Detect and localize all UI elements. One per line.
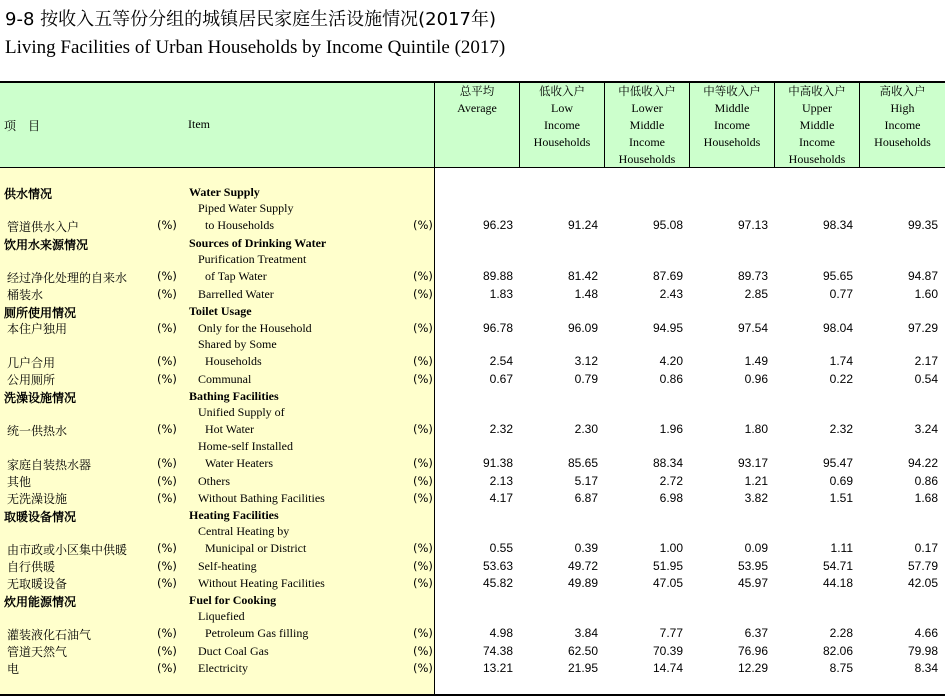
column-header: [435, 83, 519, 167]
value-cell: 21.95: [567, 661, 598, 675]
value-cell: 51.95: [652, 559, 683, 573]
value-cell: 3.24: [914, 422, 938, 436]
column-header-en: Income: [799, 135, 835, 149]
value-cell: 76.96: [737, 644, 768, 658]
value-cell: 47.05: [652, 576, 683, 590]
column-header-cn: 中高收入户: [788, 84, 846, 98]
unit-label: (%): [413, 218, 433, 232]
unit-label: (%): [157, 576, 177, 590]
column-header-en: Households: [874, 135, 931, 149]
unit-label: (%): [157, 541, 177, 555]
unit-label: (%): [157, 626, 177, 640]
column-header-en: Upper: [802, 101, 832, 115]
unit-label: (%): [413, 372, 433, 386]
value-cell: 74.38: [482, 644, 513, 658]
item-label-en: Others: [198, 474, 230, 488]
value-cell: 0.22: [829, 372, 853, 386]
value-cell: 0.86: [659, 372, 683, 386]
value-cell: 49.72: [567, 559, 598, 573]
item-label-en: Self-heating: [198, 559, 257, 573]
value-cell: 0.69: [829, 474, 853, 488]
value-cell: 2.32: [829, 422, 853, 436]
value-cell: 98.04: [822, 321, 853, 335]
item-label-en: Without Heating Facilities: [198, 576, 325, 590]
item-label-cn: 管道天然气: [7, 645, 68, 659]
value-cell: 5.17: [574, 474, 598, 488]
table-row: [0, 643, 945, 660]
unit-label: (%): [413, 644, 433, 658]
value-cell: 45.97: [737, 576, 768, 590]
column-header-en: Lower: [631, 101, 663, 115]
value-cell: 2.30: [574, 422, 598, 436]
value-cell: 87.69: [652, 269, 683, 283]
value-cell: 3.84: [574, 626, 598, 640]
item-label-en: Home-self Installed: [198, 439, 293, 453]
unit-label: (%): [413, 354, 433, 368]
unit-label: (%): [157, 354, 177, 368]
value-cell: 0.54: [914, 372, 938, 386]
value-cell: 91.24: [567, 218, 598, 232]
value-cell: 0.55: [489, 541, 513, 555]
section-row: [0, 184, 945, 201]
value-cell: 89.73: [737, 269, 768, 283]
column-header: [605, 83, 689, 167]
unit-label: (%): [157, 372, 177, 386]
table-row: [0, 201, 945, 235]
value-cell: 53.95: [737, 559, 768, 573]
value-cell: 4.17: [489, 491, 513, 505]
item-label-en: Barrelled Water: [198, 287, 274, 301]
section-label-en: Fuel for Cooking: [189, 593, 277, 607]
table-row: [0, 660, 945, 677]
value-cell: 95.47: [822, 456, 853, 470]
item-label-en-continued: Municipal or District: [205, 541, 307, 555]
value-cell: 70.39: [652, 644, 683, 658]
unit-label: (%): [157, 287, 177, 301]
column-header-en: Households: [703, 135, 761, 149]
item-label-cn: 经过净化处理的自来水: [7, 271, 128, 285]
column-header-en: Households: [788, 152, 846, 166]
column-header-cn: 高收入户: [879, 84, 926, 98]
table-row: [0, 558, 945, 575]
item-label-cn: 桶装水: [7, 288, 44, 302]
column-header-en: Income: [884, 118, 921, 132]
item-label-en-continued: Water Heaters: [205, 456, 273, 470]
value-cell: 42.05: [907, 576, 938, 590]
column-header-en: Middle: [799, 118, 835, 132]
value-cell: 1.00: [659, 541, 683, 555]
value-cell: 0.09: [744, 541, 768, 555]
unit-label: (%): [157, 474, 177, 488]
value-cell: 6.87: [574, 491, 598, 505]
section-row: [0, 235, 945, 252]
header-item-cn: 项 目: [4, 119, 41, 133]
value-cell: 2.54: [489, 354, 513, 368]
value-cell: 4.98: [489, 626, 513, 640]
value-cell: 95.08: [652, 218, 683, 232]
table-row: [0, 439, 945, 473]
value-cell: 97.54: [737, 321, 768, 335]
column-header-en: Income: [629, 135, 665, 149]
unit-label: (%): [157, 321, 177, 335]
value-cell: 97.29: [907, 321, 938, 335]
value-cell: 2.28: [829, 626, 853, 640]
table-row: [0, 371, 945, 388]
unit-label: (%): [157, 269, 177, 283]
value-cell: 2.43: [659, 287, 683, 301]
item-label-en: Unified Supply of: [198, 405, 285, 419]
unit-label: (%): [157, 218, 177, 232]
item-label-en: Electricity: [198, 661, 248, 675]
value-cell: 8.75: [829, 661, 853, 675]
item-label-en: Shared by Some: [198, 337, 277, 351]
section-label-en: Water Supply: [189, 185, 260, 199]
value-cell: 81.42: [567, 269, 598, 283]
value-cell: 12.29: [737, 661, 768, 675]
value-cell: 94.22: [907, 456, 938, 470]
column-header-en: Households: [533, 135, 591, 149]
item-label-cn: 灌装液化石油气: [7, 628, 92, 642]
value-cell: 45.82: [482, 576, 513, 590]
table-row: [0, 473, 945, 490]
value-cell: 3.82: [744, 491, 768, 505]
value-cell: 44.18: [822, 576, 853, 590]
value-cell: 1.49: [744, 354, 768, 368]
table-row: [0, 609, 945, 643]
value-cell: 97.13: [737, 218, 768, 232]
column-header-cn: 总平均: [459, 84, 495, 98]
item-label-en: Central Heating by: [198, 524, 290, 538]
section-row: [0, 507, 945, 524]
section-row: [0, 388, 945, 405]
item-label-cn: 自行供暖: [7, 560, 56, 574]
value-cell: 94.95: [652, 321, 683, 335]
value-cell: 85.65: [567, 456, 598, 470]
column-header-en: Middle: [714, 101, 750, 115]
unit-label: (%): [413, 422, 433, 436]
unit-label: (%): [413, 576, 433, 590]
unit-label: (%): [157, 456, 177, 470]
table-row: [0, 252, 945, 286]
value-cell: 1.74: [829, 354, 853, 368]
value-cell: 0.39: [574, 541, 598, 555]
value-cell: 1.60: [914, 287, 938, 301]
value-cell: 14.74: [652, 661, 683, 675]
table-row: [0, 490, 945, 507]
item-label-en: Duct Coal Gas: [198, 644, 269, 658]
item-label-en-continued: Households: [205, 354, 262, 368]
page-title-cn: 9-8 按收入五等份分组的城镇居民家庭生活设施情况(2017年): [5, 9, 496, 30]
value-cell: 0.67: [489, 372, 513, 386]
value-cell: 93.17: [737, 456, 768, 470]
page-title-en: Living Facilities of Urban Households by Income Quintile (2017): [5, 37, 506, 58]
value-cell: 13.21: [482, 661, 513, 675]
column-header-en: High: [890, 101, 915, 115]
value-cell: 89.88: [482, 269, 513, 283]
value-cell: 1.51: [829, 491, 853, 505]
value-cell: 88.34: [652, 456, 683, 470]
value-cell: 1.11: [830, 541, 853, 555]
table-row: [0, 405, 945, 439]
item-label-en-continued: Petroleum Gas filling: [205, 626, 309, 640]
value-cell: 2.32: [489, 422, 513, 436]
value-cell: 6.37: [744, 626, 768, 640]
table-row: [0, 337, 945, 371]
value-cell: 82.06: [822, 644, 853, 658]
section-row: [0, 592, 945, 609]
table-row: [0, 286, 945, 303]
unit-label: (%): [157, 422, 177, 436]
value-cell: 2.13: [489, 474, 513, 488]
item-label-en-continued: to Households: [205, 218, 274, 232]
unit-label: (%): [157, 491, 177, 505]
column-header-en: Average: [457, 101, 497, 115]
item-label-cn: 由市政或小区集中供暖: [7, 543, 128, 557]
value-cell: 2.72: [659, 474, 683, 488]
column-header-cn: 中低收入户: [618, 84, 676, 98]
unit-label: (%): [413, 626, 433, 640]
value-cell: 1.80: [744, 422, 768, 436]
item-label-en: Purification Treatment: [198, 252, 307, 266]
unit-label: (%): [413, 541, 433, 555]
item-label-cn: 统一供热水: [7, 424, 68, 438]
section-label-cn: 厕所使用情况: [4, 306, 77, 320]
unit-label: (%): [157, 661, 177, 675]
item-label-cn: 电: [7, 662, 20, 676]
section-label-en: Heating Facilities: [189, 508, 279, 522]
table-row: [0, 575, 945, 592]
value-cell: 54.71: [822, 559, 853, 573]
value-cell: 96.23: [482, 218, 513, 232]
value-cell: 2.17: [914, 354, 938, 368]
value-cell: 0.96: [744, 372, 768, 386]
item-label-en-continued: Hot Water: [205, 422, 255, 436]
section-label-cn: 饮用水来源情况: [4, 238, 89, 252]
unit-label: (%): [413, 661, 433, 675]
item-label-cn: 本住户独用: [7, 322, 68, 336]
value-cell: 1.68: [914, 491, 938, 505]
value-cell: 94.87: [907, 269, 938, 283]
value-cell: 4.66: [914, 626, 938, 640]
section-label-cn: 取暖设备情况: [4, 510, 77, 524]
unit-label: (%): [413, 474, 433, 488]
column-header-en: Income: [714, 118, 750, 132]
item-label-cn: 无洗澡设施: [7, 492, 68, 506]
value-cell: 8.34: [914, 661, 938, 675]
unit-label: (%): [413, 491, 433, 505]
value-cell: 96.78: [482, 321, 513, 335]
item-label-cn: 公用厕所: [7, 373, 56, 387]
column-header-en: Middle: [629, 118, 665, 132]
column-header-cn: 低收入户: [539, 84, 585, 98]
item-label-en: Only for the Household: [198, 321, 312, 335]
value-cell: 1.21: [744, 474, 768, 488]
value-cell: 1.96: [659, 422, 683, 436]
unit-label: (%): [157, 644, 177, 658]
value-cell: 0.79: [574, 372, 598, 386]
header-item-en: Item: [188, 117, 210, 131]
item-label-cn: 家庭自装热水器: [7, 458, 92, 472]
item-label-cn: 管道供水入户: [7, 220, 80, 234]
column-header: [520, 83, 604, 167]
item-label-cn: 无取暖设备: [7, 577, 68, 591]
section-label-cn: 供水情况: [4, 187, 53, 201]
item-label-en-continued: of Tap Water: [205, 269, 267, 283]
unit-label: (%): [413, 456, 433, 470]
column-header: [860, 83, 945, 167]
value-cell: 0.77: [829, 287, 853, 301]
section-label-en: Bathing Facilities: [189, 389, 279, 403]
section-label-cn: 洗澡设施情况: [4, 391, 77, 405]
value-cell: 96.09: [567, 321, 598, 335]
value-cell: 4.20: [659, 354, 683, 368]
column-header-cn: 中等收入户: [703, 84, 761, 98]
unit-label: (%): [413, 321, 433, 335]
value-cell: 0.86: [914, 474, 938, 488]
section-label-en: Toilet Usage: [189, 304, 252, 318]
unit-label: (%): [413, 287, 433, 301]
value-cell: 7.77: [659, 626, 683, 640]
value-cell: 98.34: [822, 218, 853, 232]
column-header: [690, 83, 774, 167]
column-header-en: Income: [544, 118, 580, 132]
item-label-cn: 几户合用: [7, 356, 56, 370]
column-header: [775, 83, 859, 167]
item-label-en: Communal: [198, 372, 252, 386]
item-label-en: Piped Water Supply: [198, 201, 294, 215]
table-row: [0, 320, 945, 337]
section-label-cn: 炊用能源情况: [4, 595, 77, 609]
value-cell: 0.17: [914, 541, 938, 555]
value-cell: 2.85: [744, 287, 768, 301]
value-cell: 1.48: [574, 287, 598, 301]
value-cell: 6.98: [659, 491, 683, 505]
value-cell: 3.12: [574, 354, 598, 368]
section-label-en: Sources of Drinking Water: [189, 236, 327, 250]
value-cell: 49.89: [567, 576, 598, 590]
value-cell: 99.35: [907, 218, 938, 232]
value-cell: 95.65: [822, 269, 853, 283]
value-cell: 79.98: [907, 644, 938, 658]
value-cell: 1.83: [489, 287, 513, 301]
item-label-en: Without Bathing Facilities: [198, 491, 325, 505]
column-header-en: Households: [618, 152, 676, 166]
unit-label: (%): [413, 559, 433, 573]
item-label-en: Liquefied: [198, 609, 245, 623]
column-header-en: Low: [551, 101, 573, 115]
item-label-cn: 其他: [7, 475, 32, 489]
section-row: [0, 303, 945, 320]
table-row: [0, 524, 945, 558]
value-cell: 53.63: [482, 559, 513, 573]
value-cell: 62.50: [567, 644, 598, 658]
value-cell: 57.79: [907, 559, 938, 573]
unit-label: (%): [157, 559, 177, 573]
value-cell: 91.38: [482, 456, 513, 470]
unit-label: (%): [413, 269, 433, 283]
